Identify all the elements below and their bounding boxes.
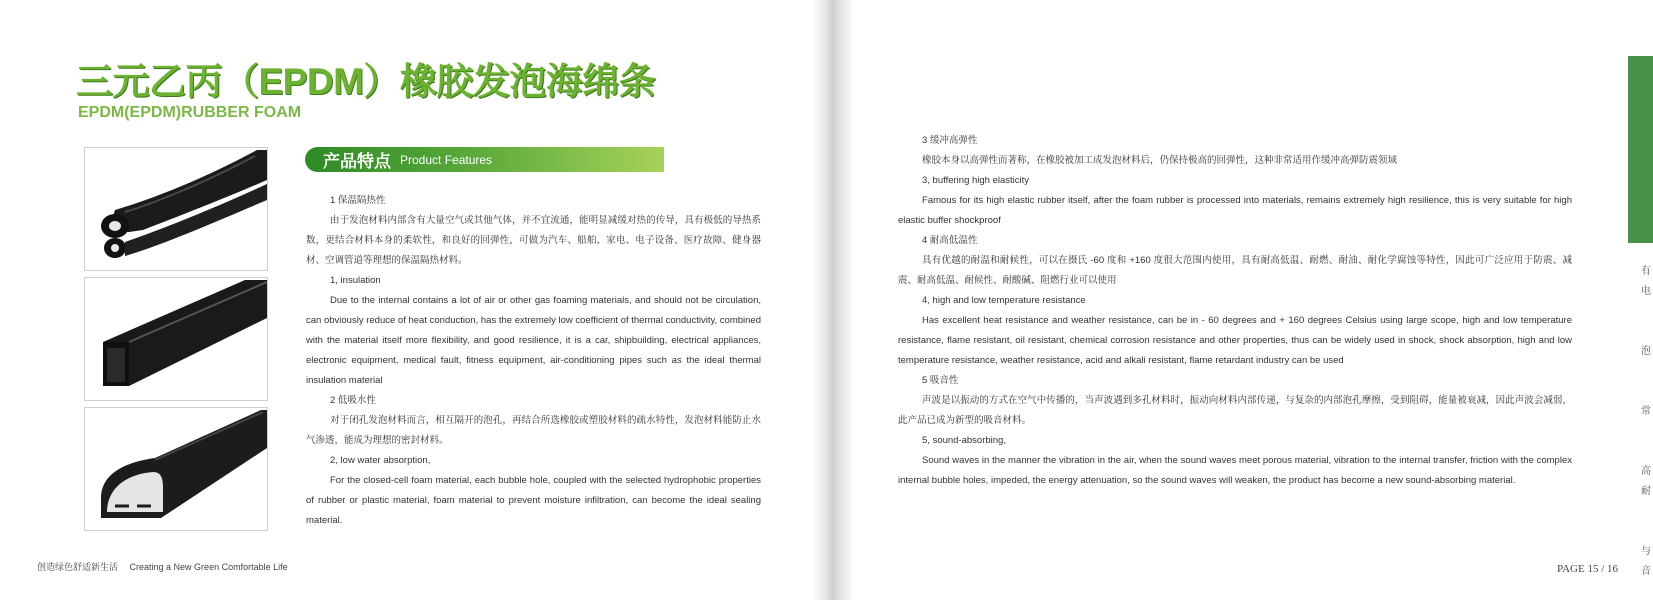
footer-slogan xyxy=(37,560,297,573)
edge-char: 耐 xyxy=(1641,486,1651,497)
footer-slogan-zh: 创造绿色舒适新生活 xyxy=(37,562,119,572)
page-subtitle: EPDM(EPDM)RUBBER FOAM xyxy=(78,104,302,121)
product-photo-profile-2 xyxy=(84,277,268,401)
paragraph-insulation-en: Due to the internal contains a lot of air or other gas foaming materials, and should not be circulation, can obviously reduce of heat conduction, has the extremely low coefficient of thermal conductivity, combined with the material itself more flexibility, and good resilience, it is a car, shipbuilding, electrical appliances, electronic equipment, medical fault, fitness equipment, air-conditioning pipes such as the ideal thermal insulation material xyxy=(306,295,761,386)
features-title-en: Product Features xyxy=(400,152,493,167)
product-photo-profile-1 xyxy=(84,147,268,271)
right-body-text xyxy=(898,131,1572,491)
heading-temperature-en: 4, high and low temperature resistance xyxy=(922,295,1086,306)
heading-water-en: 2, low water absorption, xyxy=(330,455,431,466)
heading-elasticity-zh: 3 缓冲高弹性 xyxy=(922,135,978,146)
paragraph-sound-zh: 声波是以振动的方式在空气中传播的，当声波遇到多孔材料时，振动向材料内部传递，与复杂的内部泡孔摩擦，受到阻碍，能量被衰减，因此声波会减弱，此产品已成为新型的吸音材料。 xyxy=(898,395,1572,426)
next-page-edge-bar xyxy=(1628,56,1653,243)
heading-sound-en: 5, sound-absorbing, xyxy=(922,435,1006,446)
paragraph-temperature-en: Has excellent heat resistance and weather resistance, can be in - 60 degrees and + 160 degrees Celsius using large scope, high and low temperature resistance, flame resistant, oil resistant, chemical corrosion resistance and other properties, thus can be widely used in shock, shock absorption, high and low temperature resistance, weather resistance, acid and alkali resistant, flame retardant industry can be used xyxy=(898,315,1572,366)
heading-sound-zh: 5 吸音性 xyxy=(922,375,959,386)
heading-insulation-en: 1, insulation xyxy=(330,275,381,286)
paragraph-water-en: For the closed-cell foam material, each bubble hole, coupled with the selected hydrophobic properties of rubber or plastic material, foam material to prevent moisture infiltration, can become the ideal sealing material. xyxy=(306,475,761,526)
edge-char: 有 xyxy=(1641,266,1651,277)
page-title: 三元乙丙（EPDM）橡胶发泡海绵条 xyxy=(76,61,656,102)
left-page xyxy=(0,0,826,600)
paragraph-temperature-zh: 具有优越的耐温和耐候性，可以在摄氏 -60 度和 +160 度很大范围内使用，具有耐高低温、耐燃、耐油、耐化学腐蚀等特性，因此可广泛应用于防震、减震、耐高低温、耐候性、耐酸碱、阻燃行业可以使用 xyxy=(898,255,1572,286)
paragraph-insulation-zh: 由于发泡材料内部含有大量空气或其他气体，并不宜流通，能明显减缓对热的传导，具有极低的导热系数，更结合材料本身的柔软性，和良好的回弹性，可做为汽车、船舶、家电、电子设备、医疗故障、健身器材、空调管道等理想的保温隔热材料。 xyxy=(306,215,761,266)
heading-insulation-zh: 1 保温隔热性 xyxy=(330,195,386,206)
paragraph-elasticity-en: Famous for its high elastic rubber itself, after the foam rubber is processed into materials, remains extremely high resilience, this is very suitable for high elastic buffer shockproof xyxy=(898,195,1572,226)
edge-char: 与 xyxy=(1641,546,1651,557)
page-number: PAGE 15 / 16 xyxy=(1557,563,1619,575)
product-photo-profile-3 xyxy=(84,407,268,531)
edge-char: 高 xyxy=(1641,466,1651,477)
paragraph-elasticity-zh: 橡胶本身以高弹性而著称，在橡胶被加工成发泡材料后，仍保持极高的回弹性，这种非常适用作缓冲高弹防震领域 xyxy=(922,155,1398,166)
edge-char: 常 xyxy=(1641,406,1651,417)
paragraph-sound-en: Sound waves in the manner the vibration in the air, when the sound waves meet porous material, vibration to the internal transfer, friction with the complex internal bubble holes, impeded, the energy attenuation, so the sound waves will weaken, the product has become a new sound-absorbing material. xyxy=(898,455,1572,486)
book-gutter xyxy=(812,0,852,600)
heading-water-zh: 2 低吸水性 xyxy=(330,395,376,406)
edge-char: 泡 xyxy=(1641,346,1651,357)
edge-char: 电 xyxy=(1641,286,1651,297)
heading-temperature-zh: 4 耐高低温性 xyxy=(922,235,978,246)
paragraph-water-zh: 对于闭孔发泡材料而言，相互隔开的泡孔，再结合所选橡胶或塑胶材料的疏水特性，发泡材料能防止水气渗透，能成为理想的密封材料。 xyxy=(306,415,761,446)
features-title-zh: 产品特点 xyxy=(323,152,391,171)
product-features-header xyxy=(305,147,664,172)
footer-slogan-en: Creating a New Green Comfortable Life xyxy=(129,562,288,572)
heading-elasticity-en: 3, buffering high elasticity xyxy=(922,175,1030,186)
left-body-text xyxy=(306,191,761,531)
edge-char: 音 xyxy=(1641,566,1651,577)
